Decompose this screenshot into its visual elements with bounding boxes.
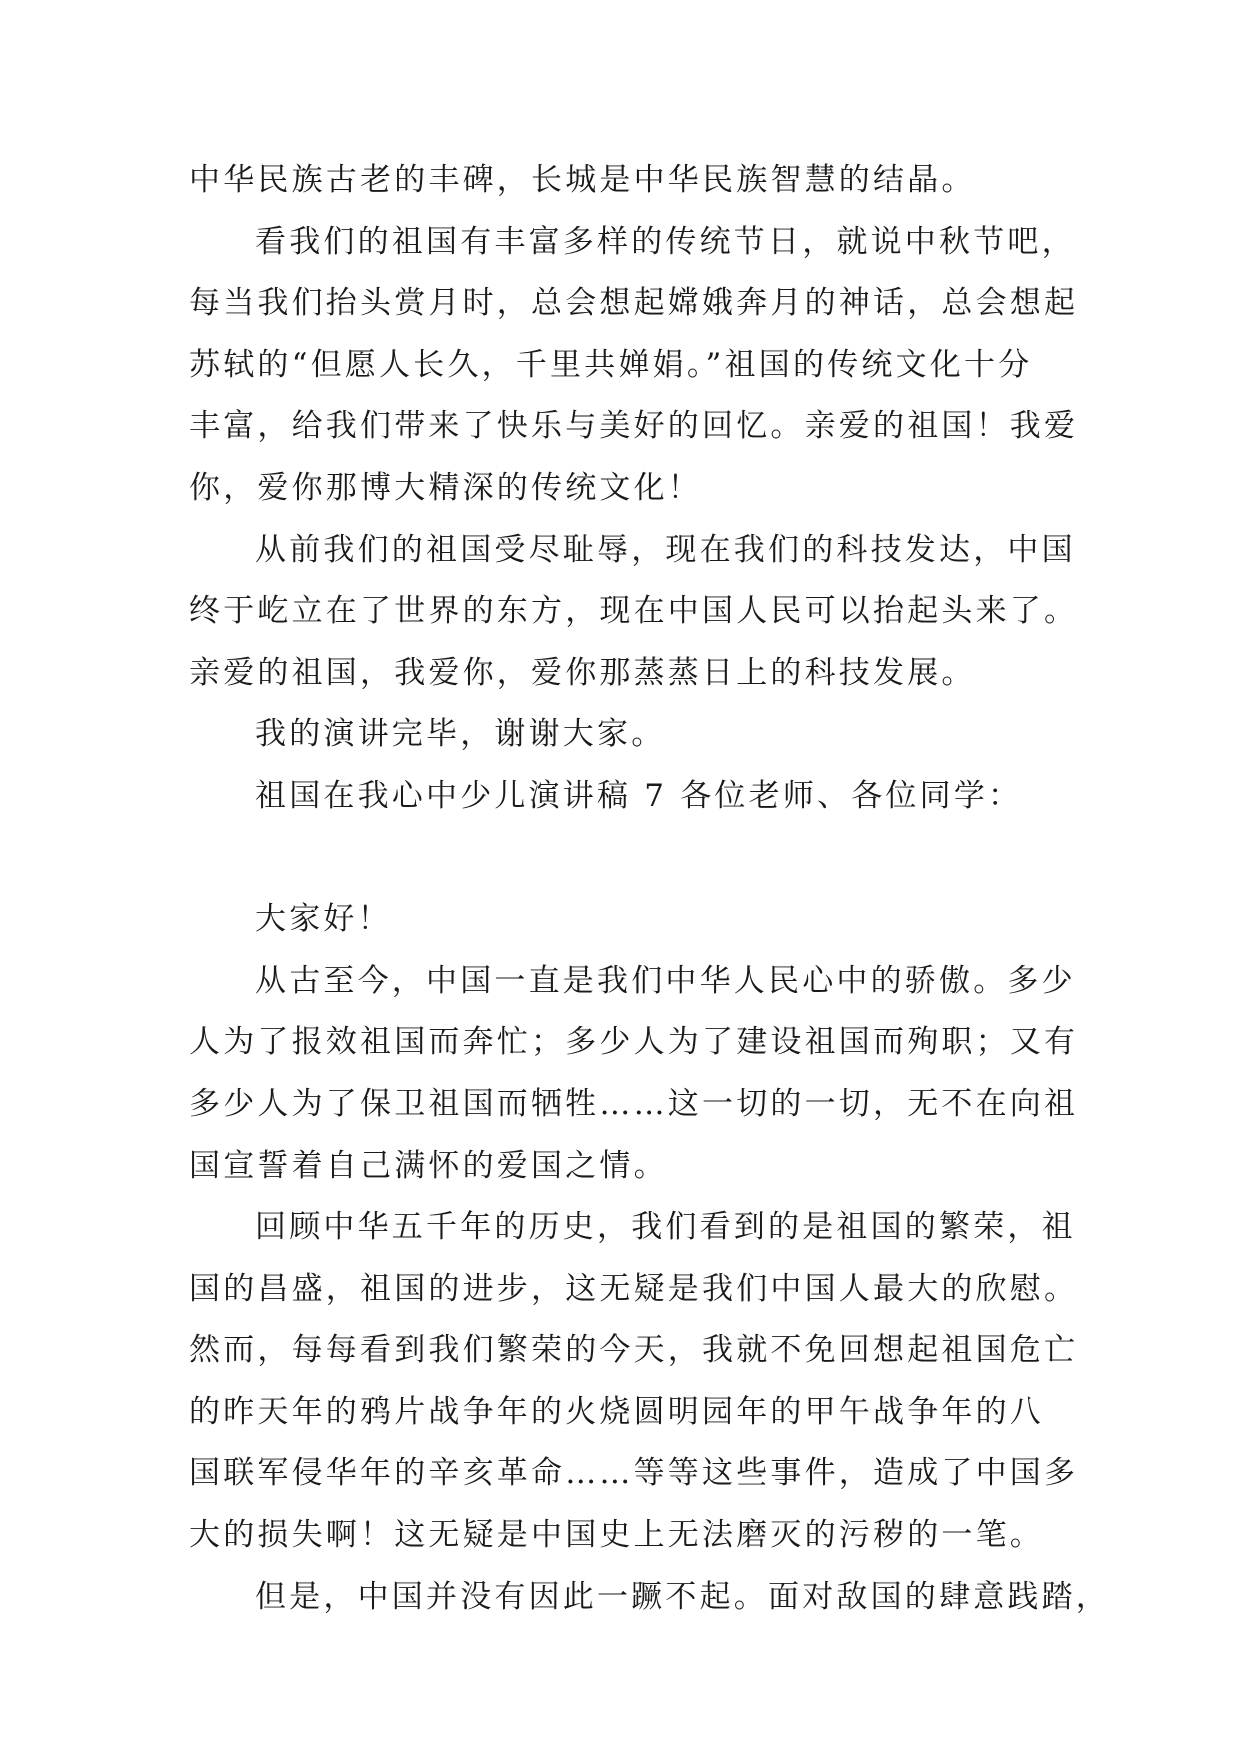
- text-line: 中华民族古老的丰碑，长城是中华民族智慧的结晶。: [189, 162, 976, 198]
- text-line: 大家好！: [255, 901, 392, 938]
- text-line: 每当我们抬头赏月时，总会想起嫦娥奔月的神话，总会想起: [189, 285, 1079, 322]
- text-line: 国的昌盛，祖国的进步，这无疑是我们中国人最大的欣慰。: [189, 1270, 1079, 1307]
- text-line: 多少人为了保卫祖国而牺牲……这一切的一切，无不在向祖: [189, 1085, 1079, 1122]
- blank-line: [189, 828, 1069, 890]
- text-line: 但是，中国并没有因此一蹶不起。面对敌国的肆意践踏，: [255, 1578, 1110, 1615]
- text-line: 我的演讲完毕，谢谢大家。: [255, 716, 666, 753]
- text-line: 然而，每每看到我们繁荣的今天，我就不免回想起祖国危亡: [189, 1332, 1079, 1369]
- text-line: 从前我们的祖国受尽耻辱，现在我们的科技发达，中国: [255, 531, 1076, 568]
- text-line: 终于屹立在了世界的东方，现在中国人民可以抬起头来了。: [189, 593, 1079, 630]
- text-line: 祖国在我心中少儿演讲稿 7 各位老师、各位同学：: [255, 777, 1023, 814]
- text-line: 丰富，给我们带来了快乐与美好的回忆。亲爱的祖国！我爱: [189, 408, 1079, 445]
- body-text: [189, 150, 1110, 1628]
- text-line: 大的损失啊！这无疑是中国史上无法磨灭的污秽的一笔。: [189, 1517, 1044, 1554]
- text-line: 的昨天年的鸦片战争年的火烧圆明园年的甲午战争年的八: [189, 1393, 1044, 1430]
- text-line: 国宣誓着自己满怀的爱国之情。: [189, 1147, 668, 1184]
- text-line: 亲爱的祖国，我爱你，爱你那蒸蒸日上的科技发展。: [189, 654, 976, 691]
- text-line: 国联军侵华年的辛亥革命……等等这些事件，造成了中国多: [189, 1455, 1079, 1492]
- text-line: 你，爱你那博大精深的传统文化！: [189, 469, 702, 506]
- text-line: 看我们的祖国有丰富多样的传统节日，就说中秋节吧，: [255, 223, 1076, 260]
- text-line: 回顾中华五千年的历史，我们看到的是祖国的繁荣，祖: [255, 1209, 1076, 1246]
- text-line: 人为了报效祖国而奔忙；多少人为了建设祖国而殉职；又有: [189, 1024, 1079, 1061]
- text-line: 从古至今，中国一直是我们中华人民心中的骄傲。多少: [255, 962, 1076, 999]
- text-line: 苏轼的“但愿人长久，千里共婵娟。”祖国的传统文化十分: [189, 346, 1033, 383]
